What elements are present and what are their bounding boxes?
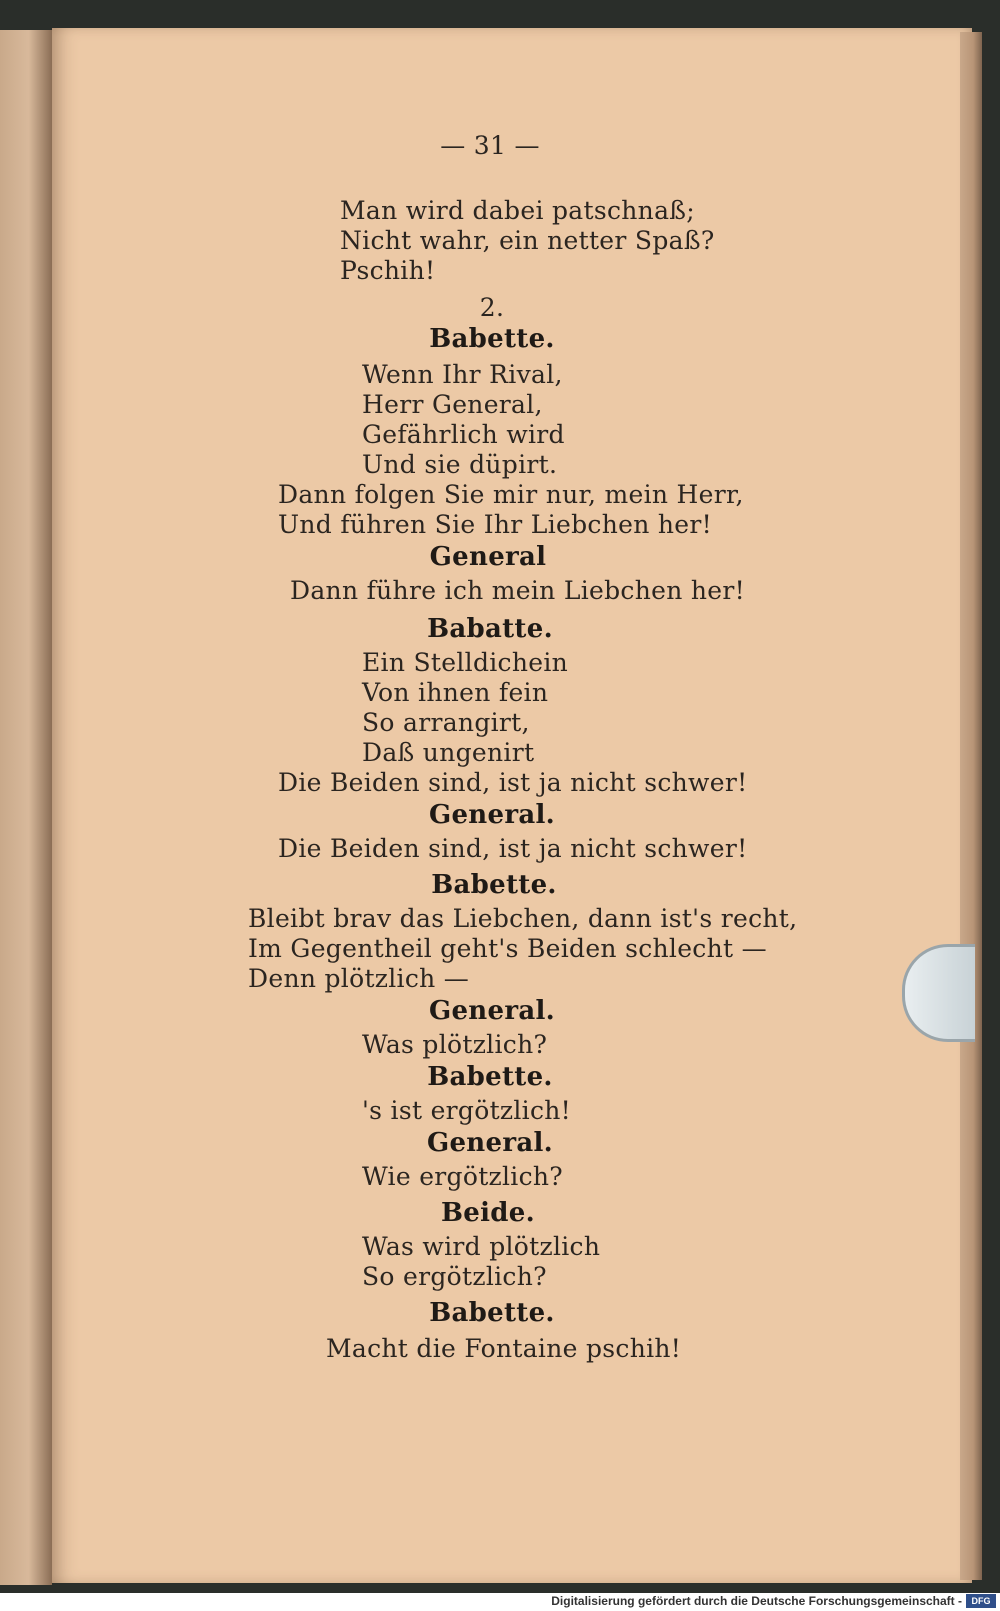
verse-line: Daß ungenirt — [362, 738, 535, 767]
verse-line: Und sie düpirt. — [362, 450, 558, 479]
speaker-heading: Babette. — [431, 870, 557, 900]
verse-line: Pschih! — [340, 256, 436, 285]
verse-line: Gefährlich wird — [362, 420, 565, 449]
speaker-heading: Babette. — [429, 1298, 555, 1328]
stanza-number: 2. — [479, 293, 505, 322]
verse-line: So arrangirt, — [362, 708, 530, 737]
speaker-heading: General — [429, 542, 547, 572]
verse-line: 's ist ergötzlich! — [362, 1096, 572, 1125]
speaker-heading: Babette. — [427, 1062, 553, 1092]
speaker-heading: Babatte. — [427, 614, 553, 644]
speaker-heading: Beide. — [441, 1198, 535, 1228]
verse-line: Herr General, — [362, 390, 543, 419]
dfg-logo: DFG — [966, 1594, 996, 1608]
verse-line: Wenn Ihr Rival, — [362, 360, 563, 389]
verse-line: Die Beiden sind, ist ja nicht schwer! — [278, 768, 748, 797]
verse-line: Nicht wahr, ein netter Spaß? — [340, 226, 715, 255]
funding-credit: Digitalisierung gefördert durch die Deutsche Forschungsgemeinschaft - — [551, 1594, 962, 1608]
verse-line: Ein Stelldichein — [362, 648, 569, 677]
verse-line: Man wird dabei patschnaß; — [340, 196, 696, 225]
page-number: — 31 — — [440, 131, 540, 160]
verse-line: Bleibt brav das Liebchen, dann ist's recht, — [248, 904, 798, 933]
verse-line: Von ihnen fein — [362, 678, 549, 707]
verse-line: Dann führe ich mein Liebchen her! — [290, 576, 745, 605]
verse-line: Die Beiden sind, ist ja nicht schwer! — [278, 834, 748, 863]
verse-line: So ergötzlich? — [362, 1262, 547, 1291]
verse-line: Was plötzlich? — [362, 1030, 548, 1059]
verse-line: Wie ergötzlich? — [362, 1162, 564, 1191]
verse-line: Macht die Fontaine pschih! — [326, 1334, 682, 1363]
speaker-heading: General. — [428, 800, 556, 830]
verse-line: Was wird plötzlich — [362, 1232, 601, 1261]
verse-line: Im Gegentheil geht's Beiden schlecht — — [248, 934, 767, 963]
speaker-heading: Babette. — [429, 324, 555, 354]
speaker-heading: General. — [426, 1128, 554, 1158]
verse-line: Dann folgen Sie mir nur, mein Herr, — [278, 480, 744, 509]
speaker-heading: General. — [428, 996, 556, 1026]
facing-page-edge — [0, 30, 52, 1585]
verse-line: Und führen Sie Ihr Liebchen her! — [278, 510, 712, 539]
verse-line: Denn plötzlich — — [248, 964, 470, 993]
digitization-footer — [0, 1593, 1000, 1611]
page-stack-edge — [960, 32, 982, 1580]
